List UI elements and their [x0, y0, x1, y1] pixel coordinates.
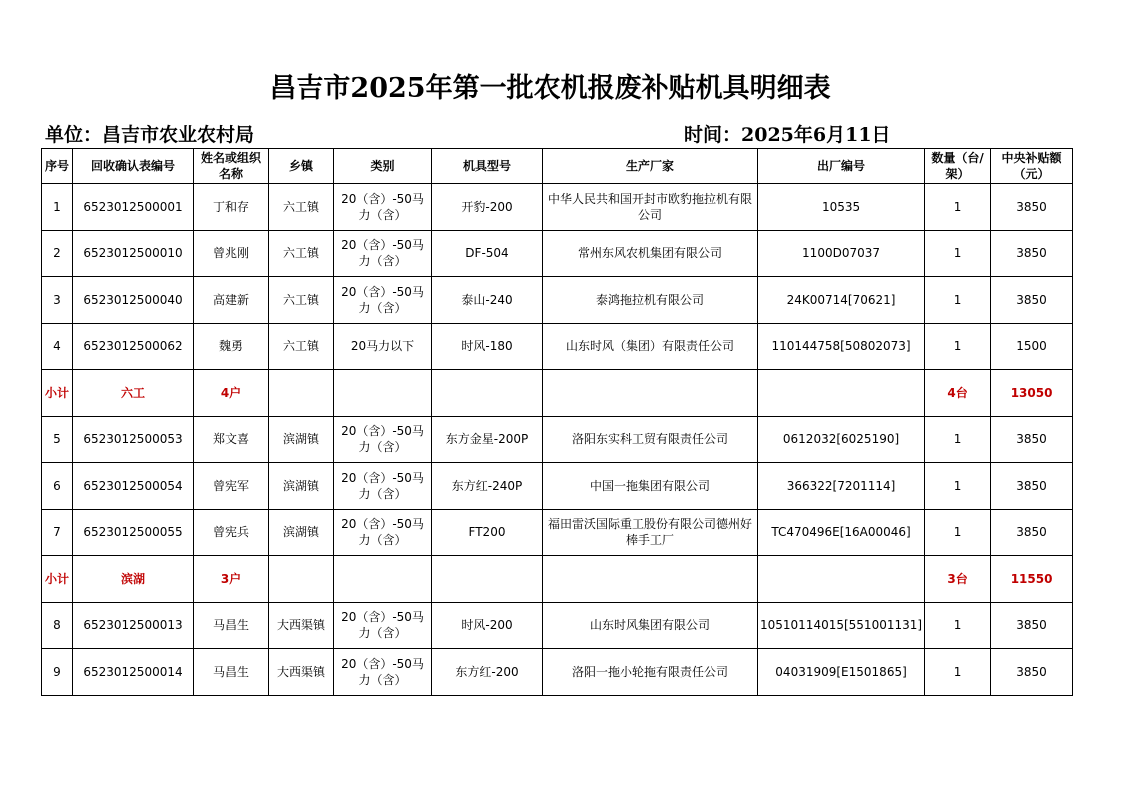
table-cell — [432, 370, 543, 417]
subsidy-table — [41, 148, 1073, 696]
table-cell: DF-504 — [432, 230, 543, 277]
table-cell: 东方金星-200P — [432, 416, 543, 463]
table-cell: 中国一拖集团有限公司 — [543, 463, 758, 510]
table-cell: 马昌生 — [194, 649, 269, 696]
table-cell: 六工镇 — [269, 323, 334, 370]
table-cell: 2 — [42, 230, 73, 277]
table-cell: 6523012500053 — [73, 416, 194, 463]
header-cell: 回收确认表编号 — [73, 149, 194, 184]
time-label: 时间：2025年6月11日 — [684, 124, 891, 146]
table-cell: 滨湖镇 — [269, 463, 334, 510]
table-cell — [758, 556, 925, 603]
table-cell: 20（含）-50马力（含） — [334, 649, 432, 696]
table-cell: 20（含）-50马力（含） — [334, 277, 432, 324]
table-cell: 中华人民共和国开封市欧豹拖拉机有限公司 — [543, 184, 758, 231]
table-cell: FT200 — [432, 509, 543, 556]
table-cell: 20（含）-50马力（含） — [334, 463, 432, 510]
header-cell: 机具型号 — [432, 149, 543, 184]
table-cell: 04031909[E1501865] — [758, 649, 925, 696]
table-cell: 六工镇 — [269, 277, 334, 324]
table-cell: 滨湖 — [73, 556, 194, 603]
table-cell: 1 — [925, 463, 991, 510]
table-cell: 东方红-200 — [432, 649, 543, 696]
table-cell: 4台 — [925, 370, 991, 417]
document-title: 昌吉市2025年第一批农机报废补贴机具明细表 — [269, 73, 831, 104]
table-cell: 3850 — [991, 277, 1073, 324]
table-row — [42, 184, 1073, 231]
subtotal-row — [42, 370, 1073, 417]
table-cell: 小计 — [42, 556, 73, 603]
table-row — [42, 602, 1073, 649]
table-cell: 10535 — [758, 184, 925, 231]
table-cell: 1 — [925, 649, 991, 696]
table-cell: 11550 — [991, 556, 1073, 603]
table-cell: 3850 — [991, 649, 1073, 696]
table-cell: 20（含）-50马力（含） — [334, 184, 432, 231]
table-cell — [432, 556, 543, 603]
table-cell: 3850 — [991, 416, 1073, 463]
table-cell: 时风-180 — [432, 323, 543, 370]
table-cell — [543, 370, 758, 417]
table-cell: 6523012500040 — [73, 277, 194, 324]
table-cell: 110144758[50802073] — [758, 323, 925, 370]
table-cell — [334, 370, 432, 417]
header-cell: 姓名或组织名称 — [194, 149, 269, 184]
header-cell: 乡镇 — [269, 149, 334, 184]
table-cell: 开豹-200 — [432, 184, 543, 231]
table-cell: 6 — [42, 463, 73, 510]
table-row — [42, 323, 1073, 370]
table-row — [42, 463, 1073, 510]
header-row — [42, 149, 1073, 184]
table-cell: 1 — [925, 509, 991, 556]
table-cell: 洛阳东实科工贸有限责任公司 — [543, 416, 758, 463]
table-cell: 3台 — [925, 556, 991, 603]
table-cell: 福田雷沃国际重工股份有限公司德州好棒手工厂 — [543, 509, 758, 556]
table-cell: 3850 — [991, 463, 1073, 510]
table-cell: 六工镇 — [269, 230, 334, 277]
table-cell: 六工 — [73, 370, 194, 417]
table-cell — [543, 556, 758, 603]
table-cell: 1 — [925, 602, 991, 649]
table-cell: 曾宪军 — [194, 463, 269, 510]
table-row — [42, 649, 1073, 696]
table-cell: 1500 — [991, 323, 1073, 370]
table-cell: 1 — [925, 277, 991, 324]
table-cell — [269, 556, 334, 603]
table-cell: 6523012500014 — [73, 649, 194, 696]
table-cell: 3850 — [991, 230, 1073, 277]
table-row — [42, 230, 1073, 277]
table-cell: 20（含）-50马力（含） — [334, 230, 432, 277]
header-cell: 序号 — [42, 149, 73, 184]
table-cell: 曾宪兵 — [194, 509, 269, 556]
table-cell: 6523012500010 — [73, 230, 194, 277]
table-cell: 8 — [42, 602, 73, 649]
table-cell: 4户 — [194, 370, 269, 417]
table-cell: 小计 — [42, 370, 73, 417]
table-cell: 1 — [925, 416, 991, 463]
unit-label: 单位：昌吉市农业农村局 — [45, 124, 255, 146]
table-cell: 0612032[6025190] — [758, 416, 925, 463]
table-cell: 6523012500055 — [73, 509, 194, 556]
table-cell: 10510114015[551001131] — [758, 602, 925, 649]
table-cell — [334, 556, 432, 603]
table-cell: 1 — [42, 184, 73, 231]
table-cell: 丁和存 — [194, 184, 269, 231]
table-cell: 3850 — [991, 509, 1073, 556]
table-cell: 6523012500054 — [73, 463, 194, 510]
table-cell: 3850 — [991, 184, 1073, 231]
subtotal-row — [42, 556, 1073, 603]
table-cell: 9 — [42, 649, 73, 696]
table-cell — [758, 370, 925, 417]
table-cell — [269, 370, 334, 417]
table-cell: 滨湖镇 — [269, 509, 334, 556]
header-cell: 出厂编号 — [758, 149, 925, 184]
table-cell: TC470496E[16A00046] — [758, 509, 925, 556]
table-cell: 常州东风农机集团有限公司 — [543, 230, 758, 277]
table-cell: 山东时风集团有限公司 — [543, 602, 758, 649]
table-cell: 滨湖镇 — [269, 416, 334, 463]
table-cell: 7 — [42, 509, 73, 556]
table-row — [42, 277, 1073, 324]
table-cell: 1100D07037 — [758, 230, 925, 277]
table-cell: 20（含）-50马力（含） — [334, 602, 432, 649]
table-cell: 3户 — [194, 556, 269, 603]
table-cell: 6523012500013 — [73, 602, 194, 649]
table-cell: 6523012500001 — [73, 184, 194, 231]
table-row — [42, 416, 1073, 463]
table-cell: 曾兆刚 — [194, 230, 269, 277]
table-cell: 东方红-240P — [432, 463, 543, 510]
header-cell: 数量（台/架） — [925, 149, 991, 184]
table-cell: 3850 — [991, 602, 1073, 649]
table-cell: 1 — [925, 230, 991, 277]
table-cell: 4 — [42, 323, 73, 370]
table-cell: 大西渠镇 — [269, 602, 334, 649]
header-cell: 中央补贴额（元） — [991, 149, 1073, 184]
header-cell: 生产厂家 — [543, 149, 758, 184]
table-cell: 高建新 — [194, 277, 269, 324]
table-cell: 20马力以下 — [334, 323, 432, 370]
table-cell: 泰鸿拖拉机有限公司 — [543, 277, 758, 324]
table-cell: 山东时风（集团）有限责任公司 — [543, 323, 758, 370]
table-cell: 13050 — [991, 370, 1073, 417]
table-cell: 大西渠镇 — [269, 649, 334, 696]
table-cell: 泰山-240 — [432, 277, 543, 324]
table-cell: 时风-200 — [432, 602, 543, 649]
header-cell: 类别 — [334, 149, 432, 184]
table-cell: 1 — [925, 184, 991, 231]
table-cell: 24K00714[70621] — [758, 277, 925, 324]
table-cell: 20（含）-50马力（含） — [334, 416, 432, 463]
table-cell: 6523012500062 — [73, 323, 194, 370]
table-cell: 郑文喜 — [194, 416, 269, 463]
table-cell: 魏勇 — [194, 323, 269, 370]
table-cell: 3 — [42, 277, 73, 324]
table-cell: 20（含）-50马力（含） — [334, 509, 432, 556]
table-cell: 366322[7201114] — [758, 463, 925, 510]
table-cell: 1 — [925, 323, 991, 370]
table-cell: 洛阳一拖小轮拖有限责任公司 — [543, 649, 758, 696]
table-row — [42, 509, 1073, 556]
table-cell: 马昌生 — [194, 602, 269, 649]
table-cell: 5 — [42, 416, 73, 463]
table-cell: 六工镇 — [269, 184, 334, 231]
